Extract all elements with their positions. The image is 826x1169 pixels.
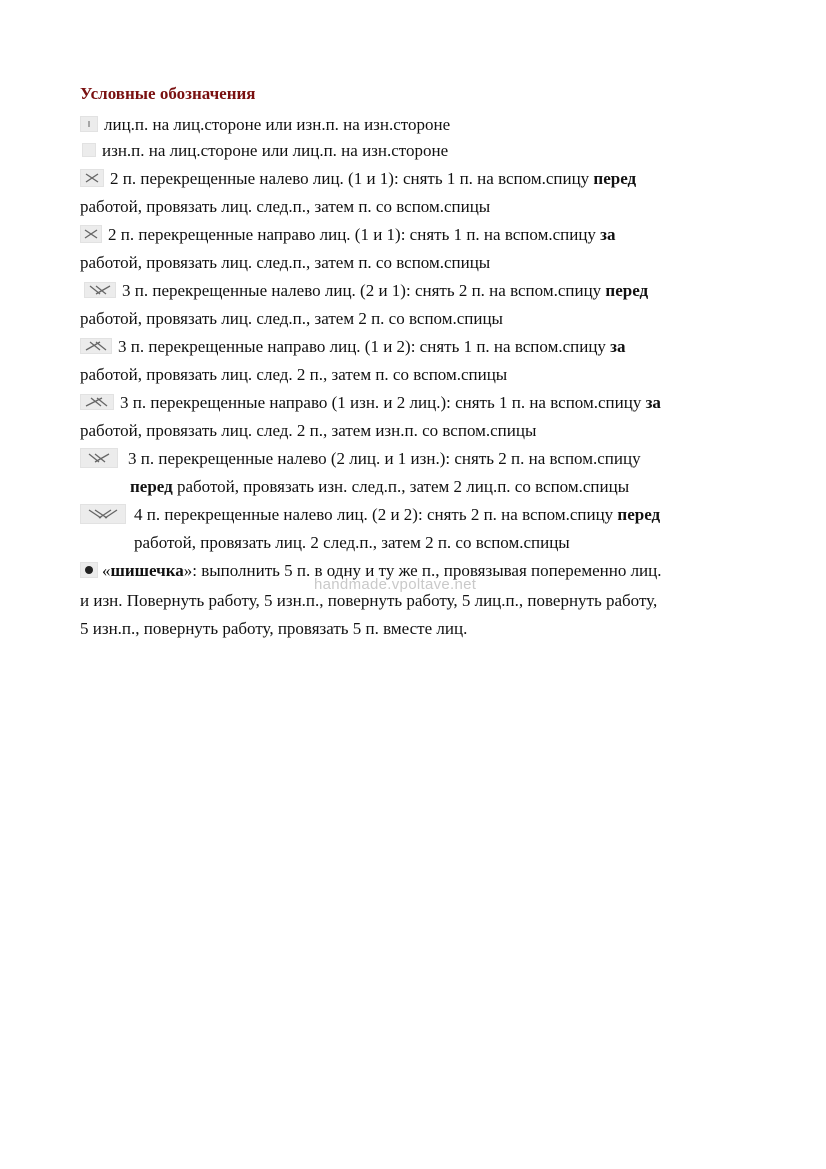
legend-item-cross-3-left-cont: работой, провязать лиц. след.п., затем 2 п. со вспом.спицы: [80, 309, 503, 328]
dot-square-icon: [80, 116, 98, 132]
legend-item-purl: изн.п. на лиц.стороне или лиц.п. на изн.стороне: [80, 140, 448, 162]
legend-item-bobble-cont-2: 5 изн.п., повернуть работу, провязать 5 п. вместе лиц.: [80, 619, 468, 638]
legend-item-cross-3-right-purl: 3 п. перекрещенные направо (1 изн. и 2 лиц.): снять 1 п. на вспом.спицу за: [80, 392, 661, 414]
legend-item-cross-2-right: 2 п. перекрещенные направо лиц. (1 и 1): снять 1 п. на вспом.спицу за: [80, 224, 616, 246]
legend-item-cross-2-right-cont: работой, провязать лиц. след.п., затем п. со вспом.спицы: [80, 253, 491, 272]
legend-item-cross-3-left-purl-cont: перед работой, провязать изн. след.п., затем 2 лиц.п. со вспом.спицы: [130, 477, 630, 496]
legend-item-cross-2-left: 2 п. перекрещенные налево лиц. (1 и 1): снять 1 п. на вспом.спицу перед: [80, 168, 636, 190]
legend-item-cross-3-left: 3 п. перекрещенные налево лиц. (2 и 1): снять 2 п. на вспом.спицу перед: [80, 280, 648, 302]
legend-item-cross-3-right: 3 п. перекрещенные направо лиц. (1 и 2): снять 1 п. на вспом.спицу за: [80, 336, 626, 358]
cross-3-right-purl-icon: [80, 394, 114, 410]
legend-item-knit: лиц.п. на лиц.стороне или изн.п. на изн.стороне: [80, 114, 450, 136]
legend-item-cross-3-right-purl-cont: работой, провязать лиц. след. 2 п., затем изн.п. со вспом.спицы: [80, 421, 537, 440]
empty-square-icon: [82, 143, 96, 157]
legend-heading: Условные обозначения: [80, 84, 256, 103]
cross-3-left-purl-icon: [80, 448, 118, 468]
legend-item-cross-4-left: 4 п. перекрещенные налево лиц. (2 и 2): снять 2 п. на вспом.спицу перед: [80, 504, 660, 526]
legend-item-cross-2-left-cont: работой, провязать лиц. след.п., затем п. со вспом.спицы: [80, 197, 491, 216]
legend-item-cross-3-left-purl: 3 п. перекрещенные налево (2 лиц. и 1 изн.): снять 2 п. на вспом.спицу: [80, 448, 641, 470]
legend-item-cross-3-right-cont: работой, провязать лиц. след. 2 п., затем п. со вспом.спицы: [80, 365, 508, 384]
cross-3-right-icon: [80, 338, 112, 354]
legend-item-bobble-cont-1: и изн. Повернуть работу, 5 изн.п., повернуть работу, 5 лиц.п., повернуть работу,: [80, 591, 658, 610]
cross-4-left-icon: [80, 504, 126, 524]
watermark: handmade.vpoltave.net: [314, 576, 477, 593]
legend-item-bobble: «шишечка»: выполнить 5 п. в одну и ту же п., провязывая попеременно лиц.: [80, 560, 662, 582]
filled-dot-square-icon: [80, 562, 98, 578]
cross-3-left-icon: [84, 282, 116, 298]
cross-2-left-icon: [80, 169, 104, 187]
cross-2-right-icon: [80, 225, 102, 243]
legend-item-cross-4-left-cont: работой, провязать лиц. 2 след.п., затем 2 п. со вспом.спицы: [134, 533, 570, 552]
